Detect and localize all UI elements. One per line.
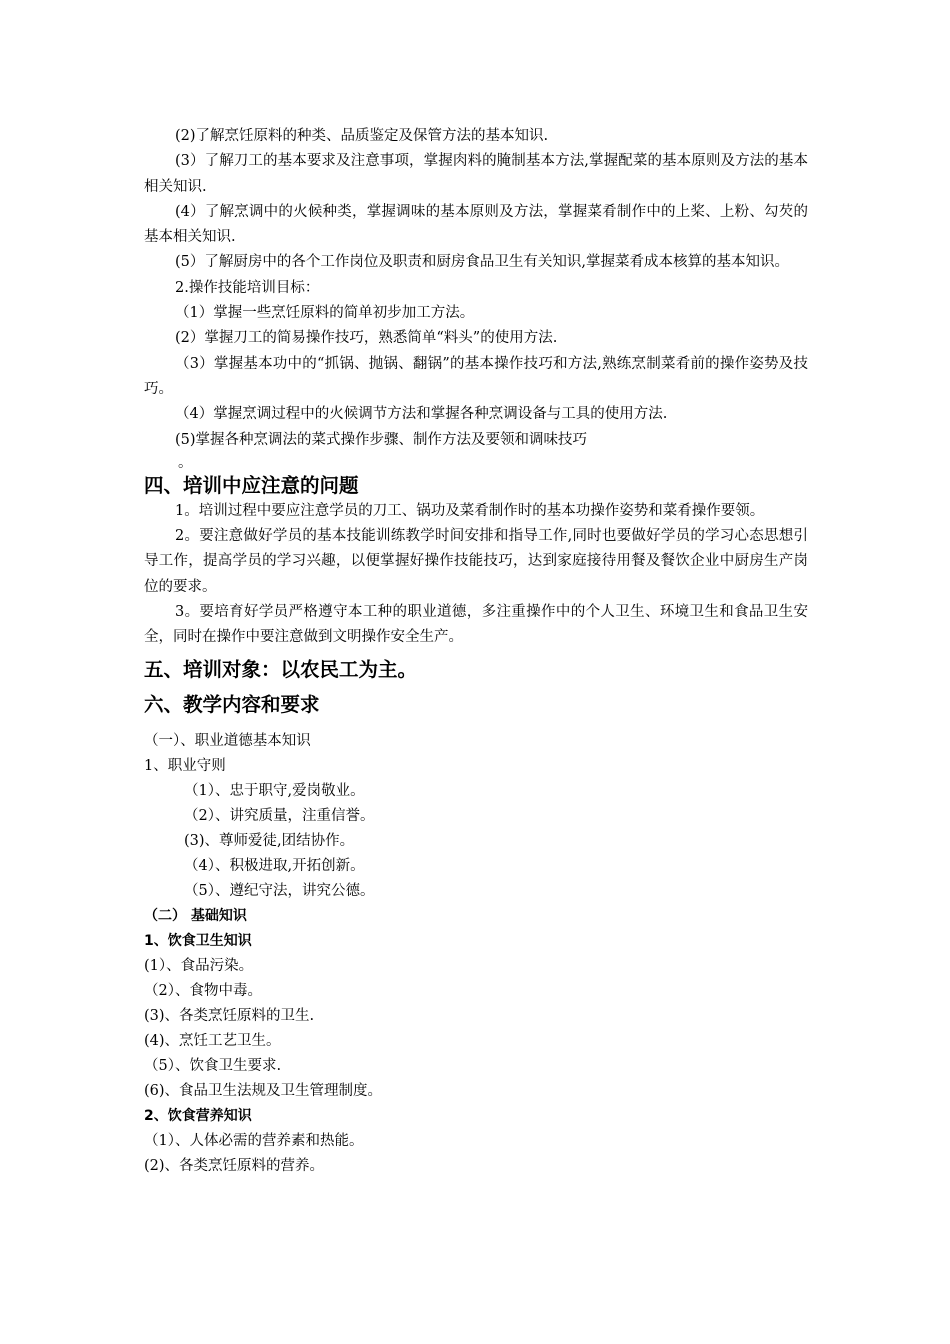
rule-item: （2）、讲究质量，注重信誉。 [184, 807, 375, 824]
rule-item: （4）、积极进取,开拓创新。 [184, 857, 365, 874]
hygiene-title: 1、饮食卫生知识 [144, 932, 252, 949]
skill-5: (5)掌握各种烹调法的菜式操作步骤、制作方法及要领和调味技巧 [175, 431, 588, 448]
section-4-item-3: 3。要培育好学员严格遵守本工种的职业道德，多注重操作中的个人卫生、环境卫生和食品卫生安全，同时在操作中要注意做到文明操作安全生产。 [144, 604, 808, 646]
nutrition-title: 2、饮食营养知识 [144, 1107, 252, 1124]
nutrition-item: (2)、各类烹饪原料的营养。 [144, 1157, 325, 1174]
rule-item: （5）、遵纪守法，讲究公德。 [184, 882, 375, 899]
part-1-subtitle: 1、职业守则 [144, 757, 226, 774]
section-5-heading: 五、培训对象：以农民工为主。 [144, 657, 418, 681]
section-4-item-1: 1。培训过程中要应注意学员的刀工、锅功及菜肴制作时的基本功操作姿势和菜肴操作要领。 [175, 502, 765, 519]
skill-1: （1）掌握一些烹饪原料的简单初步加工方法。 [175, 305, 475, 322]
hygiene-item: (3)、各类烹饪原料的卫生. [144, 1007, 315, 1024]
rule-item: （1）、忠于职守,爱岗敬业。 [184, 782, 365, 799]
skills-title: 2.操作技能培训目标： [175, 279, 320, 296]
skill-4: （4）掌握烹调过程中的火候调节方法和掌握各种烹调设备与工具的使用方法. [175, 406, 668, 423]
hygiene-item: （5）、饮食卫生要求. [144, 1057, 282, 1074]
section-6-heading: 六、教学内容和要求 [144, 692, 320, 716]
section-4-heading: 四、培训中应注意的问题 [144, 473, 359, 497]
hygiene-item: （2）、食物中毒。 [144, 982, 262, 999]
goal-2: (2)了解烹饪原料的种类、品质鉴定及保管方法的基本知识. [175, 128, 549, 144]
part-1-title: （一）、职业道德基本知识 [144, 732, 311, 749]
hygiene-item: (6)、食品卫生法规及卫生管理制度。 [144, 1082, 383, 1099]
hygiene-item: (1）、食品污染。 [144, 957, 254, 974]
document-body [144, 124, 808, 1179]
skill-2: (2）掌握刀工的简易操作技巧，熟悉简单“料头”的使用方法. [175, 330, 558, 347]
rule-item: (3)、尊师爱徒,团结协作。 [184, 832, 355, 849]
goal-4: (4）了解烹调中的火候种类，掌握调味的基本原则及方法，掌握菜肴制作中的上桨、上粉、勾芡的基本相关知识. [144, 203, 808, 246]
nutrition-item: （1）、人体必需的营养素和热能。 [144, 1132, 364, 1149]
hygiene-item: (4)、烹饪工艺卫生。 [144, 1032, 281, 1049]
goal-5: (5）了解厨房中的各个工作岗位及职责和厨房食品卫生有关知识,掌握菜肴成本核算的基本知识。 [175, 254, 789, 271]
skill-5-tail: 。 [178, 454, 193, 471]
part-2-title: （二） 基础知识 [144, 907, 247, 924]
skill-3: （3）掌握基本功中的“抓锅、抛锅、翻锅”的基本操作技巧和方法,熟练烹制菜肴前的操作姿势及技巧。 [144, 355, 808, 397]
goal-3: (3）了解刀工的基本要求及注意事项，掌握肉料的腌制基本方法,掌握配菜的基本原则及方法的基本相关知识. [144, 153, 808, 195]
section-4-item-2: 2。要注意做好学员的基本技能训练教学时间安排和指导工作,同时也要做好学员的学习心态思想引导工作，提高学员的学习兴趣，以便掌握好操作技能技巧，达到家庭接待用餐及餐饮企业中厨房生产岗位的要求。 [144, 528, 808, 595]
